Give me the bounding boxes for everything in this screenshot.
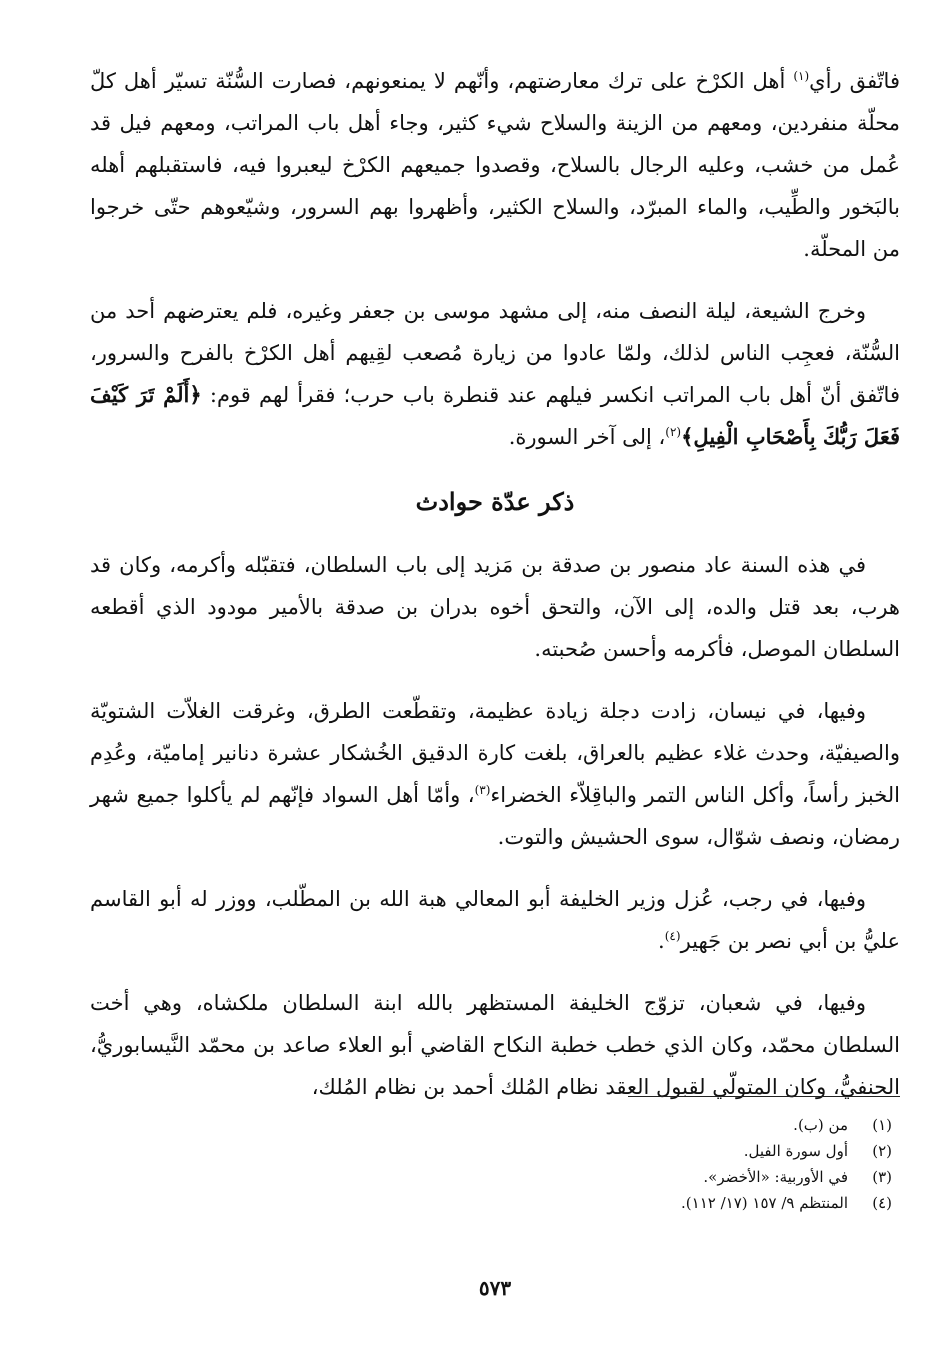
footnote-divider	[628, 1096, 900, 1097]
paragraph-1-text-a: فاتّفق رأي	[809, 69, 900, 93]
footnote-ref-2: (٢)	[665, 425, 682, 439]
paragraph-2-text-a: وخرج الشيعة، ليلة النصف منه، إلى مشهد موسى بن جعفر وغيره، فلم يعترضهم أحد من السُّنّة، فعجِب الناس لذلك، ولمّا عادوا من زيارة مُصعب لقِيهم أهل الكرْخ بالفرح والسرور، فاتّفق أنّ أهل باب المراتب انكسر فيلهم عند قنطرة باب حرب؛ فقرأ لهم قوم:	[90, 299, 900, 407]
footnote-text: من (ب).	[793, 1116, 848, 1134]
paragraph-2-text-b: ، إلى آخر السورة.	[508, 425, 666, 449]
paragraph-1	[90, 60, 900, 270]
footnote-number: (٢)	[872, 1142, 892, 1160]
footnote-text: أول سورة الفيل.	[743, 1142, 848, 1160]
page-content	[90, 60, 900, 1300]
paragraph-2	[90, 290, 900, 458]
page-number: ٥٧٣	[478, 1276, 512, 1300]
paragraph-5	[90, 878, 900, 962]
footnote-ref-1: (١)	[793, 69, 810, 83]
paragraph-5-text-a: وفيها، في رجب، عُزل وزير الخليفة أبو المعالي هبة الله بن المطّلب، ووزر له أبو القاسم عليُّ بن أبي نصر بن جَهير	[90, 887, 900, 953]
paragraph-4	[90, 690, 900, 858]
paragraph-4-text-a: وفيها، في نيسان، زادت دجلة زيادة عظيمة، وتقطّعت الطرق، وغرقت الغلاّت الشتويّة والصيفيّة، وحدث غلاء عظيم بالعراق، بلغت كارة الدقيق الخُشكار عشرة دنانير إماميّة، وعُدِم الخبز رأساً، وأكل الناس التمر والباقِلاّء الخضراء	[90, 699, 900, 807]
footnote-number: (١)	[872, 1116, 892, 1134]
paragraph-4-text-b: ، وأمّا أهل السواد فإنّهم لم يأكلوا جميع شهر رمضان، ونصف شوّال، سوى الحشيش والتوت.	[90, 783, 900, 849]
footnote-ref-4: (٤)	[664, 929, 681, 943]
footnote-text: المنتظم ٩/ ١٥٧ (١٧/ ١١٢).	[681, 1194, 848, 1212]
section-heading: ذكر عدّة حوادث	[415, 487, 575, 516]
footnote-ref-3: (٣)	[474, 783, 491, 797]
footnote-item	[392, 1164, 892, 1190]
footnote-number: (٤)	[872, 1194, 892, 1212]
footnote-number: (٣)	[872, 1168, 892, 1186]
paragraph-6: وفيها، في شعبان، تزوّج الخليفة المستظهر بالله ابنة السلطان ملكشاه، وهي أخت السلطان محمّد، وكان الذي خطب خطبة النكاح القاضي أبو العلاء صاعد بن محمّد النَّيسابوريُّ، الحنفيُّ، وكان المتولّي لقبول العقد نظام المُلك أحمد بن نظام المُلك،	[90, 991, 900, 1099]
footnote-item	[392, 1190, 892, 1216]
footnote-item	[392, 1112, 892, 1138]
paragraph-3: في هذه السنة عاد منصور بن صدقة بن مَزيد إلى باب السلطان، فتقبّله وأكرمه، وكان قد هرب، بعد قتل والده، إلى الآن، والتحق أخوه بدران بن صدقة بالأمير مودود الذي أقطعه السلطان الموصل، فأكرمه وأحسن صُحبته.	[90, 553, 900, 661]
footnote-item	[392, 1138, 892, 1164]
paragraph-1-text-b: أهل الكرْخ على ترك معارضتهم، وأنّهم لا يمنعونهم، فصارت السُّنّة تسيّر أهل كلّ محلّة منفردين، ومعهم من الزينة والسلاح شيء كثير، وجاء أهل باب المراتب، ومعهم فيل قد عُمل من خشب، وعليه الرجال بالسلاح، وقصدوا جميعهم الكرْخ ليعبروا فيه، فاستقبلهم أهله بالبَخور والطِّيب، والماء المبرّد، والسلاح الكثير، وأظهروا بهم السرور، وشيّعوهم حتّى خرجوا من المحلّة.	[90, 69, 900, 261]
quran-verse: ﴿أَلَمْ تَرَ كَيْفَ فَعَلَ رَبُّكَ بِأَصْحَابِ الْفِيلِ﴾	[90, 382, 900, 449]
footnotes	[392, 1112, 892, 1216]
footnote-text: في الأوربية: «الأخضر».	[703, 1168, 848, 1186]
paragraph-5-text-b: .	[658, 929, 665, 953]
